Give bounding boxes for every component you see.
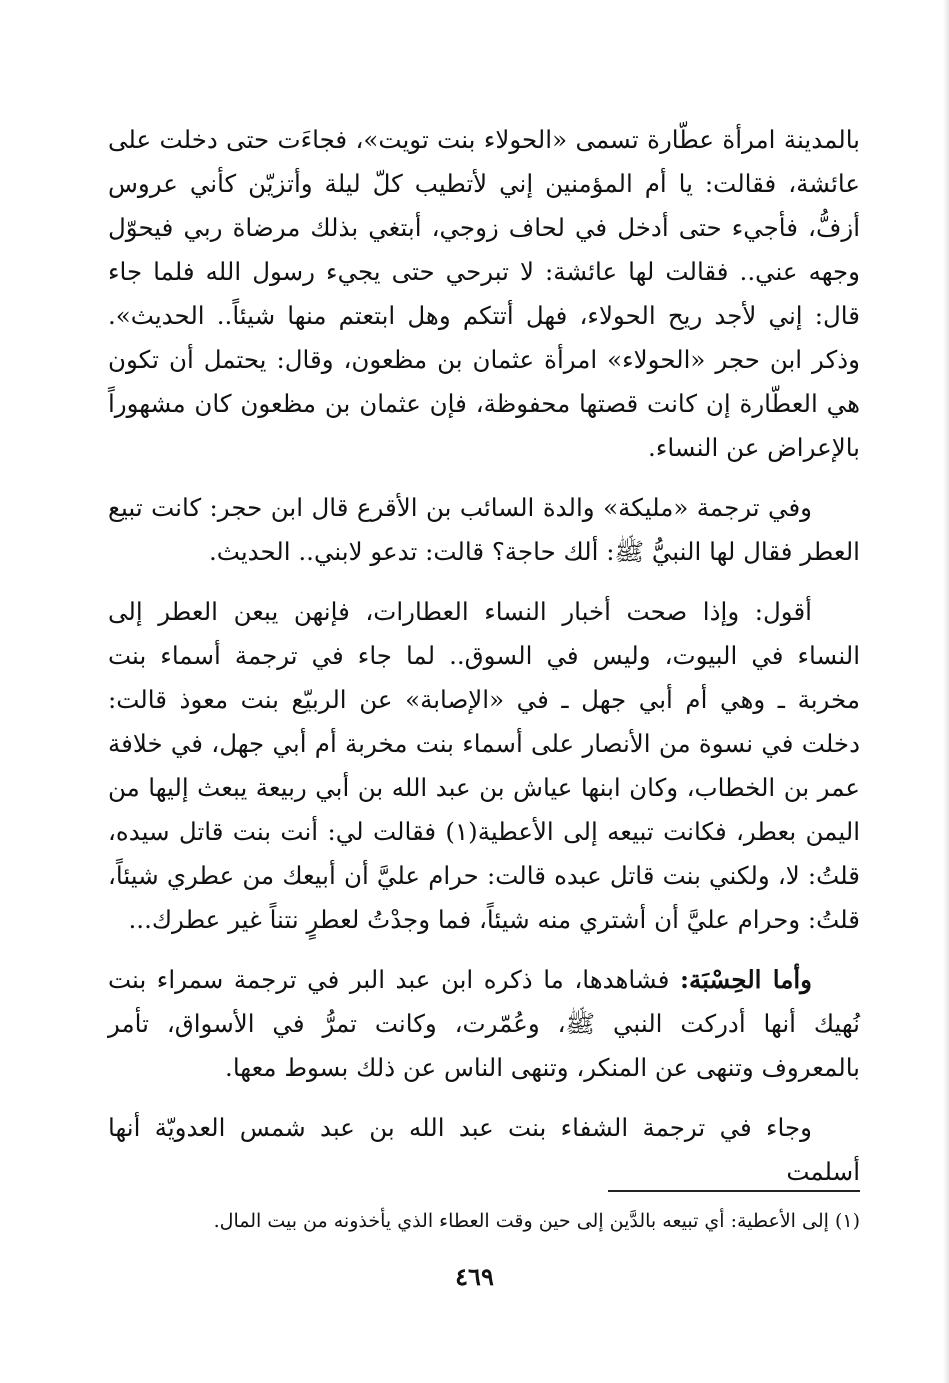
paragraph-4-lead: وأما الحِسْبَة: (679, 965, 812, 994)
scan-edge-shadow (943, 0, 949, 1383)
paragraph-4-text: فشاهدها، ما ذكره ابن عبد البر في ترجمة سمراء بنت نُهيك أنها أدركت النبي ﷺ، وعُمّرت، وكانت تمرُّ في الأسواق، تأمر بالمعروف وتنهى عن المنكر، وتنهى الناس عن ذلك بسوط معها. (108, 965, 860, 1082)
paragraph-5 (108, 1106, 860, 1194)
paragraph-1 (108, 118, 860, 470)
footnote: (١) إلى الأعطية: أي تبيعه بالدَّين إلى حين وقت العطاء الذي يأخذونه من بيت المال. (213, 1210, 860, 1232)
footnote-divider (608, 1190, 860, 1192)
body-text (108, 118, 860, 1210)
paragraph-4 (108, 958, 860, 1090)
paragraph-2-text: وفي ترجمة «مليكة» والدة السائب بن الأقرع قال ابن حجر: كانت تبيع العطر فقال لها النبيُّ ﷺ: ألك حاجة؟ قالت: تدعو لابني.. الحديث. (108, 493, 860, 566)
paragraph-1-text: بالمدينة امرأة عطّارة تسمى «الحولاء بنت تويت»، فجاءَت حتى دخلت على عائشة، فقالت: يا أم المؤمنين إني لأتطيب كلّ ليلة وأتزيّن كأني عروس أزفُّ، فأجيء حتى أدخل في لحاف زوجي، أبتغي بذلك مرضاة ربي فيحوّل وجهه عني.. فقالت لها عائشة: لا تبرحي حتى يجيء رسول الله فلما جاء قال: إني لأجد ريح الحولاء، فهل أتتكم وهل ابتعتم منها شيئاً.. الحديث». وذكر ابن حجر «الحولاء» امرأة عثمان بن مظعون، وقال: يحتمل أن تكون هي العطّارة إن كانت قصتها محفوظة، فإن عثمان بن مظعون كان مشهوراً بالإعراض عن النساء. (108, 125, 860, 462)
page-number: ٤٦٩ (455, 1262, 494, 1291)
paragraph-3 (108, 590, 860, 942)
paragraph-5-text: وجاء في ترجمة الشفاء بنت عبد الله بن عبد شمس العدويّة أنها أسلمت (108, 1113, 860, 1186)
paragraph-2 (108, 486, 860, 574)
paragraph-3-text: أقول: وإذا صحت أخبار النساء العطارات، فإنهن يبعن العطر إلى النساء في البيوت، وليس في السوق.. لما جاء في ترجمة أسماء بنت مخربة ـ وهي أم أبي جهل ـ في «الإصابة» عن الربيّع بنت معوذ قالت: دخلت في نسوة من الأنصار على أسماء بنت مخربة أم أبي جهل، في خلافة عمر بن الخطاب، وكان ابنها عياش بن عبد الله بن أبي ربيعة يبعث إليها من اليمن بعطر، فكانت تبيعه إلى الأعطية(١) فقالت لي: أنت بنت قاتل سيده، قلتُ: لا، ولكني بنت قاتل عبده قالت: حرام عليَّ أن أبيعك من عطري شيئاً، قلتُ: وحرام عليَّ أن أشتري منه شيئاً، فما وجدْتُ لعطرٍ نتناً غير عطرك... (108, 597, 861, 934)
